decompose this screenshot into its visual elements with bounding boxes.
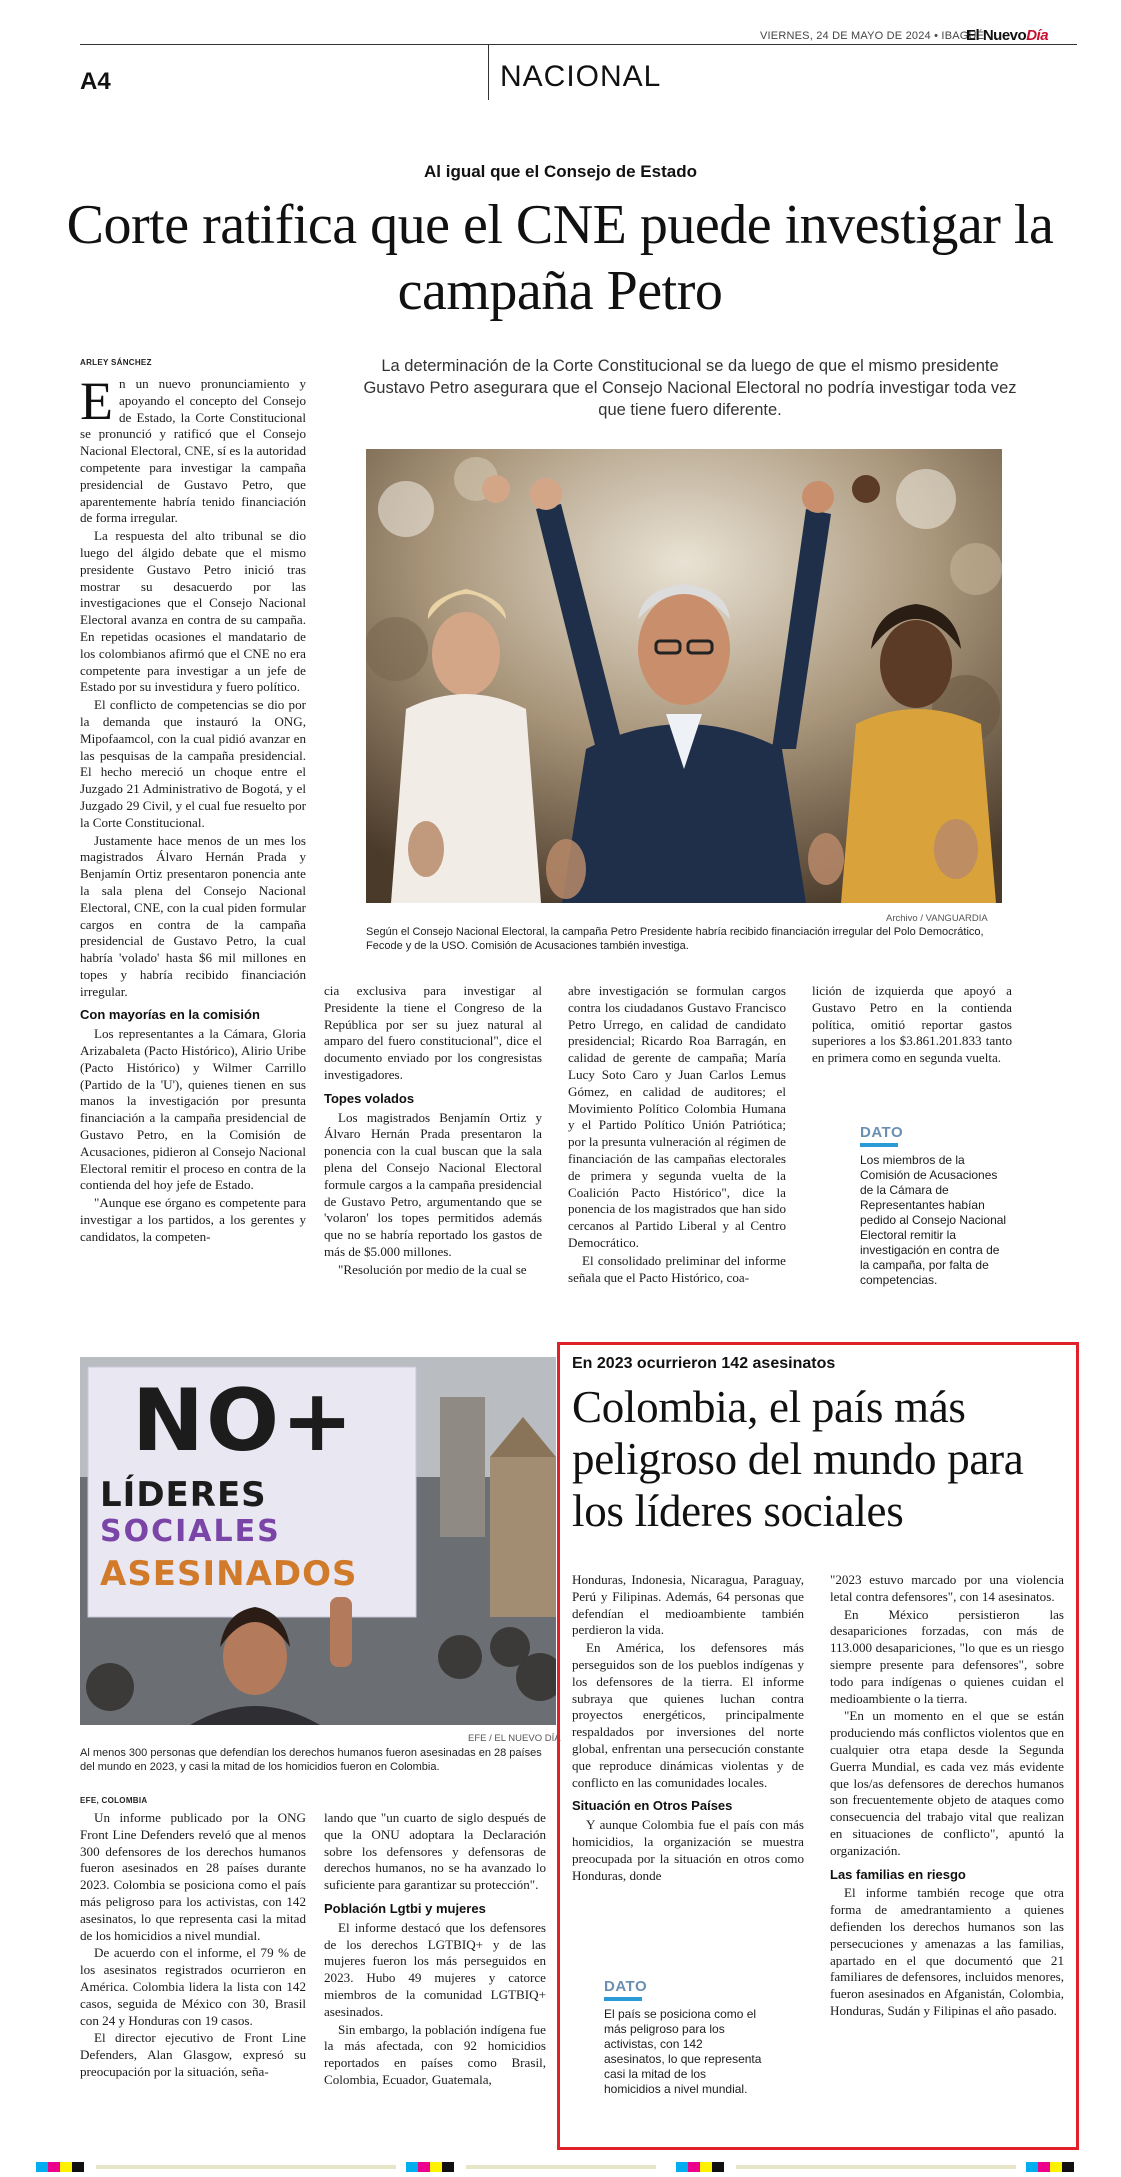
paragraph: Los representantes a la Cámara, Gloria Arizabaleta (Pacto Histórico), Alirio Uribe (Pacto Histórico) y Wilmer Carrillo (Partido de la 'U'), quienes tienen en sus manos la investigación por presunta financiación a la campaña presidencial de Gustavo Petro, en la Comisión de Acusaciones, pidieron al Consejo Nacional Electoral remitir el proceso en contra de la contienda del hoy jefe de Estado. <box>80 1026 306 1193</box>
photo-caption: Según el Consejo Nacional Electoral, la campaña Petro Presidente habría recibido financiación irregular del Polo Democrático, Fecode y de la USO. Comisión de Acusaciones también investiga. <box>366 926 984 952</box>
page-number: A4 <box>80 68 111 95</box>
paragraph: El conflicto de competencias se dio por la demanda que instauró la ONG, Mipofaamcol, con la cual pidió avanzar en las pesquisas de la campaña presidencial. El hecho mereció un choque entre el Juzgado 21 Administrativo de Bogotá, y el Juzgado 29 Civil, y el cual fue resuelto por la Corte Constitucional. <box>80 697 306 830</box>
article-column-1 <box>80 371 306 1247</box>
article-column-2 <box>324 1810 546 2090</box>
paragraph: cia exclusiva para investigar al Presidente la tiene el Congreso de la República por ser su juez natural al amparo del fuero constitucional", dice el documento enviado por los congresistas investigadores. <box>324 983 542 1082</box>
paragraph: "Resolución por medio de la cual se <box>338 1261 527 1277</box>
sign-text-no: NO+ <box>132 1371 356 1471</box>
paragraph: El informe también recoge que otra forma de amedrantamiento a quienes defienden los derechos humanos son las persecuciones y amenazas a las familias, apartado en el que documentó que 21 familiares de defensores, incluidos menores, fueron asesinados en Afganistán, Colombia, Honduras, Sudán y Filipinas el año pasado. <box>830 1885 1064 2018</box>
paragraph: Honduras, Indonesia, Nicaragua, Paraguay, Perú y Filipinas. Además, 64 personas que defendían el medioambiente también perdieron la vida. <box>572 1572 804 1638</box>
paragraph: El informe destacó que los defensores de los derechos LGTBIQ+ y de las mujeres fueron los más perseguidos en 2023. Hubo 49 mujeres y catorce miembros de la comunidad LGTBIQ+ asesinados. <box>324 1919 546 2019</box>
subheading: Las familias en riesgo <box>830 1866 966 1882</box>
paragraph: Los magistrados Benjamín Ortiz y Álvaro Hernán Prada presentaron la ponencia con la cual buscan que la sala plena del Consejo Nacional Electoral formule cargos a la campaña presidencial de Gustavo Petro, argumentando que se 'volaron' los topes permitidos además que no se habría reportado los gastos de más de $5.000 millones. <box>324 1109 542 1259</box>
paragraph: En México persistieron las desapariciones forzadas, con más de 113.000 desapariciones, "lo que es un riesgo siempre presente para defensores", sobre todo para indígenas o quienes cuidan el medioambiente o la tierra. <box>830 1606 1064 1706</box>
sign-text-asesinados: ASESINADOS <box>100 1554 358 1594</box>
print-registration-strip <box>36 2159 1086 2169</box>
subheading: Situación en Otros Países <box>572 1798 733 1814</box>
photo-caption: Al menos 300 personas que defendían los derechos humanos fueron asesinadas en 28 países del mundo en 2023, y casi la mitad de los homicidios fueron en Colombia. <box>80 1747 542 1773</box>
paragraph: lición de izquierda que apoyó a Gustavo Petro en la contienda política, omitió reportar gastos superiores a los $3.861.201.833 tanto en primera como en segunda vuelta. <box>812 983 1012 1066</box>
article-column-2 <box>324 983 542 1280</box>
registration-marks <box>36 2162 1086 2172</box>
paragraph: "En un momento en el que se están produciendo más conflictos violentos que en cualquier otra etapa desde la Segunda Guerra Mundial, es cada vez más evidente que los/as defensores de derechos humanos son frecuentemente objeto de ataques como consecuencia del trabajo vital que realizan en situaciones de conflicto", apuntó la organización. <box>830 1708 1064 1858</box>
paragraph: Justamente hace menos de un mes los magistrados Álvaro Hernán Prada y Benjamín Ortiz presentaron ponencia ante la sala plena del Consejo Nacional Electoral, CNE, con la cual piden formular cargos en contra de la campaña presidencial de Gustavo Petro, la cual habría 'volado' hasta $6 mil millones en topes y habría recibido financiación irregular. <box>80 832 306 999</box>
paragraph: abre investigación se formulan cargos contra los ciudadanos Gustavo Francisco Petro Urrego, en calidad de candidato presidencial; Ricardo Roa Barragán, en calidad de gerente de campaña; María Lucy Soto Caro y Juan Carlos Lemus Gómez, en calidad de auditores; el Movimiento Político Colombia Humana y el Partido Político Unión Patriótica; por la presunta vulneración al régimen de financiación de las campañas electorales de primera y segunda vuelta de la Coalición Pacto Histórico", dice la ponencia de los magistrados que han sido cercanos al Partido Liberal y al Centro Democrático. <box>568 983 786 1250</box>
sign-text-lideres: LÍDERES <box>100 1475 267 1515</box>
dato-title: DATO <box>860 1124 904 1141</box>
paragraph: La respuesta del alto tribunal se dio luego del álgido debate que el mismo presidente Gustavo Petro inició tras mostrar su desacuerdo por las investigaciones que el Consejo Nacional Electoral avanza en contra de su campaña. En repetidas ocasiones el mandatario de los colombianos afirmó que el CNE no era competente para investigar a un jefe de Estado por su investidura y fuero político. <box>80 528 306 695</box>
folio-date: VIERNES, 24 DE MAYO DE 2024 • IBAGUÉ <box>760 30 985 42</box>
paragraph: Sin embargo, la población indígena fue la más afectada, con 92 homicidios reportados en países como Brasil, Colombia, Ecuador, Guatemala, <box>324 2021 546 2087</box>
paragraph: El director ejecutivo de Front Line Defenders, Alan Glasgow, expresó su preocupación por la situación, seña- <box>80 2030 306 2079</box>
dato-accent-bar <box>860 1143 898 1147</box>
article-column-3 <box>568 983 786 1287</box>
photo-credit: EFE / EL NUEVO DÍA <box>468 1733 561 1744</box>
paragraph: El consolidado preliminar del informe señala que el Pacto Histórico, coa- <box>568 1252 786 1285</box>
article-column-4 <box>830 1572 1064 2021</box>
byline: EFE, COLOMBIA <box>80 1796 148 1805</box>
photo-protest-sign <box>80 1357 556 1725</box>
story-kicker: En 2023 ocurrieron 142 asesinatos <box>572 1355 836 1372</box>
newspaper-logo: El NuevoDía <box>966 27 1049 44</box>
story-deck: La determinación de la Corte Constitucional se da luego de que el mismo presidente Gustavo Petro asegurara que el Consejo Nacional Electoral no podría investigar toda vez que tiene fuero diferente. <box>363 357 1017 419</box>
story-kicker: Al igual que el Consejo de Estado <box>424 162 697 181</box>
section-title: NACIONAL <box>500 60 662 93</box>
story-headline: Colombia, el país más peligroso del mundo para los líderes sociales <box>572 1382 1024 1536</box>
dato-text: El país se posiciona como el más peligroso para los activistas, con 142 asesinatos, lo que representa casi la mitad de los homicidios a nivel mundial. <box>604 2007 762 2096</box>
article-column-1 <box>80 1810 306 2082</box>
byline: ARLEY SÁNCHEZ <box>80 358 152 367</box>
dato-box <box>860 1124 1010 1288</box>
dato-title: DATO <box>604 1978 648 1995</box>
paragraph: De acuerdo con el informe, el 79 % de los asesinatos registrados ocurrieron en América. Colombia lidera la lista con 142 casos, seguida de México con 30, Brasil con 24 y Honduras con 19 casos. <box>80 1945 306 2028</box>
subheading: Topes volados <box>324 1090 415 1106</box>
article-column-3 <box>572 1572 804 1885</box>
paragraph: En América, los defensores más perseguidos son de los pueblos indígenas y los defensores de la tierra. El informe subraya que quienes luchan contra proyectos energéticos, principalmente respaldados por inversiones del norte global, enfrentan una persecución constante que reproduce dinámicas violentas y de conflicto en las comunidades locales. <box>572 1640 804 1790</box>
dato-accent-bar <box>604 1997 642 2001</box>
section-divider <box>488 44 489 100</box>
paragraph: n un nuevo pronunciamiento y apoyando el concepto del Consejo de Estado, la Corte Constitucional se pronunció y ratificó que el Consejo Nacional Electoral, CNE, sí es la autoridad competente para investigar la campaña presidencial de Gustavo Petro, que aparentemente habría tenido financiación de forma irregular. <box>80 376 306 526</box>
paragraph: lando que "un cuarto de siglo después de que la ONU adoptara la Declaración sobre los defensores y defensoras de derechos humanos, no se ha avanzado lo suficiente para garantizar su protección". <box>324 1810 546 1893</box>
photo-illustration <box>366 449 1002 903</box>
paragraph: "Aunque ese órgano es competente para investigar a los partidos, a los gerentes y candidatos, la competen- <box>80 1195 306 1244</box>
photo-credit: Archivo / VANGUARDIA <box>886 913 988 924</box>
dato-box <box>604 1978 764 2097</box>
article-column-4 <box>812 983 1012 1068</box>
sign-text-sociales: SOCIALES <box>100 1514 281 1549</box>
story-headline: Corte ratifica que el CNE puede investigar la campaña Petro <box>66 194 1054 322</box>
photo-petro-celebration <box>366 449 1002 903</box>
dato-text: Los miembros de la Comisión de Acusaciones de la Cámara de Representantes habían pedido al Consejo Nacional Electoral remitir la investigación en contra de la campaña, por falta de competencias. <box>860 1153 1007 1287</box>
subheading: Con mayorías en la comisión <box>80 1007 260 1023</box>
paragraph: "2023 estuvo marcado por una violencia letal contra defensores", con 14 asesinatos. <box>830 1572 1064 1604</box>
header-rule <box>80 44 1077 45</box>
paragraph: Un informe publicado por la ONG Front Line Defenders reveló que al menos 300 defensores de los derechos humanos fueron asesinados en 28 países durante 2023. Colombia se posiciona como el país más peligroso para los activistas, con 142 asesinatos, lo que representa casi la mitad de los homicidios a nivel mundial. <box>80 1810 306 1943</box>
drop-cap: E <box>80 371 113 431</box>
subheading: Población Lgtbi y mujeres <box>324 1900 486 1916</box>
paragraph: Y aunque Colombia fue el país con más homicidios, la organización se muestra preocupada por la situación en otros como Honduras, donde <box>572 1817 804 1883</box>
